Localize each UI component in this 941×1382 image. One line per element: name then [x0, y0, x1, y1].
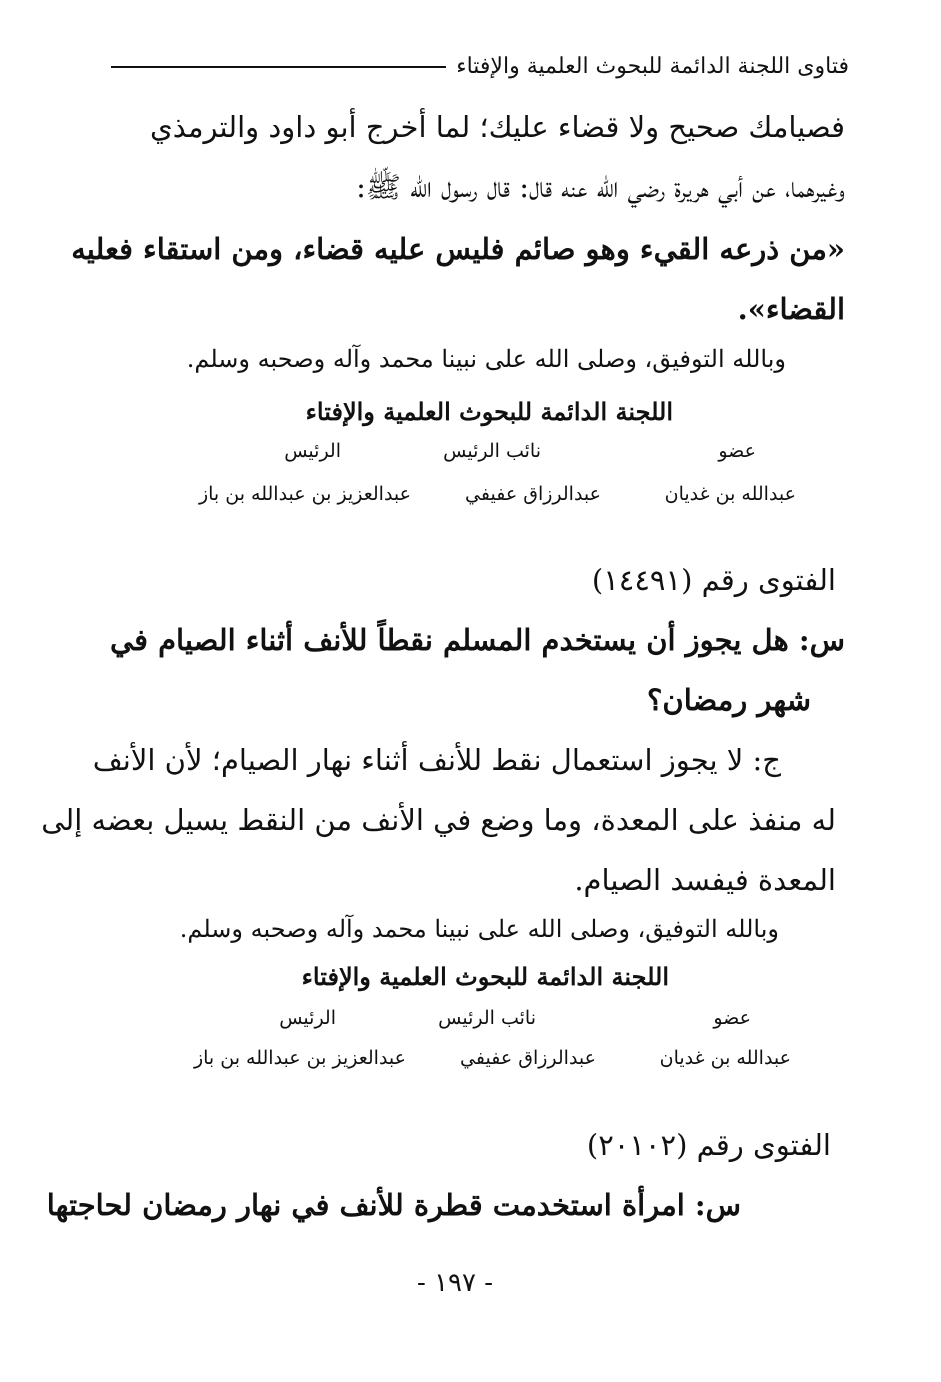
signatory-role: عضو [713, 1007, 751, 1029]
header-rule [111, 66, 446, 68]
answer-line: المعدة فيفسد الصيام. [574, 863, 836, 897]
signatory-name: عبدالرزاق عفيفي [465, 483, 601, 505]
signatory-name: عبدالله بن غديان [664, 483, 796, 505]
hadith-line: القضاء». [737, 292, 845, 326]
signatory-role: نائب الرئيس [438, 1007, 536, 1029]
body-line: فصيامك صحيح ولا قضاء عليك؛ لما أخرج أبو داود والترمذي [150, 110, 845, 144]
signatory-role: عضو [718, 440, 756, 462]
fatwa-number: الفتوى رقم (١٤٤٩١) [591, 563, 836, 597]
signatory-name: عبدالله بن غديان [659, 1047, 791, 1069]
question-line: س: امرأة استخدمت قطرة للأنف في نهار رمضان لحاجتها [46, 1188, 741, 1222]
body-line: وغيرهما، عن أبي هريرة رضي الله عنه قال: قال رسول الله ﷺ: [356, 170, 845, 204]
committee-title: اللجنة الدائمة للبحوث العلمية والإفتاء [305, 397, 673, 426]
answer-line: له منفذ على المعدة، وما وضع في الأنف من النقط يسيل بعضه إلى [41, 803, 836, 837]
signatory-name: عبدالعزيز بن عبدالله بن باز [193, 1047, 406, 1069]
signatory-role: الرئيس [279, 1007, 336, 1029]
signatory-name: عبدالرزاق عفيفي [460, 1047, 596, 1069]
fatwa-number: الفتوى رقم (٢٠١٠٢) [586, 1128, 831, 1162]
hadith-line: «من ذرعه القيء وهو صائم فليس عليه قضاء، ومن استقاء فعليه [71, 232, 845, 266]
closing-line: وبالله التوفيق، وصلى الله على نبينا محمد وآله وصحبه وسلم. [186, 345, 786, 373]
question-line: شهر رمضان؟ [647, 683, 811, 717]
closing-line: وبالله التوفيق، وصلى الله على نبينا محمد وآله وصحبه وسلم. [179, 915, 779, 943]
committee-title: اللجنة الدائمة للبحوث العلمية والإفتاء [301, 962, 669, 991]
signatory-role: نائب الرئيس [443, 440, 541, 462]
page-number: - ١٩٧ - [417, 1268, 494, 1298]
running-title: فتاوى اللجنة الدائمة للبحوث العلمية والإفتاء [456, 54, 849, 79]
signatory-role: الرئيس [284, 440, 341, 462]
question-line: س: هل يجوز أن يستخدم المسلم نقطاً للأنف أثناء الصيام في [109, 623, 845, 657]
answer-line: ج: لا يجوز استعمال نقط للأنف أثناء نهار الصيام؛ لأن الأنف [92, 743, 781, 777]
running-header [111, 54, 849, 79]
signatory-name: عبدالعزيز بن عبدالله بن باز [198, 483, 411, 505]
